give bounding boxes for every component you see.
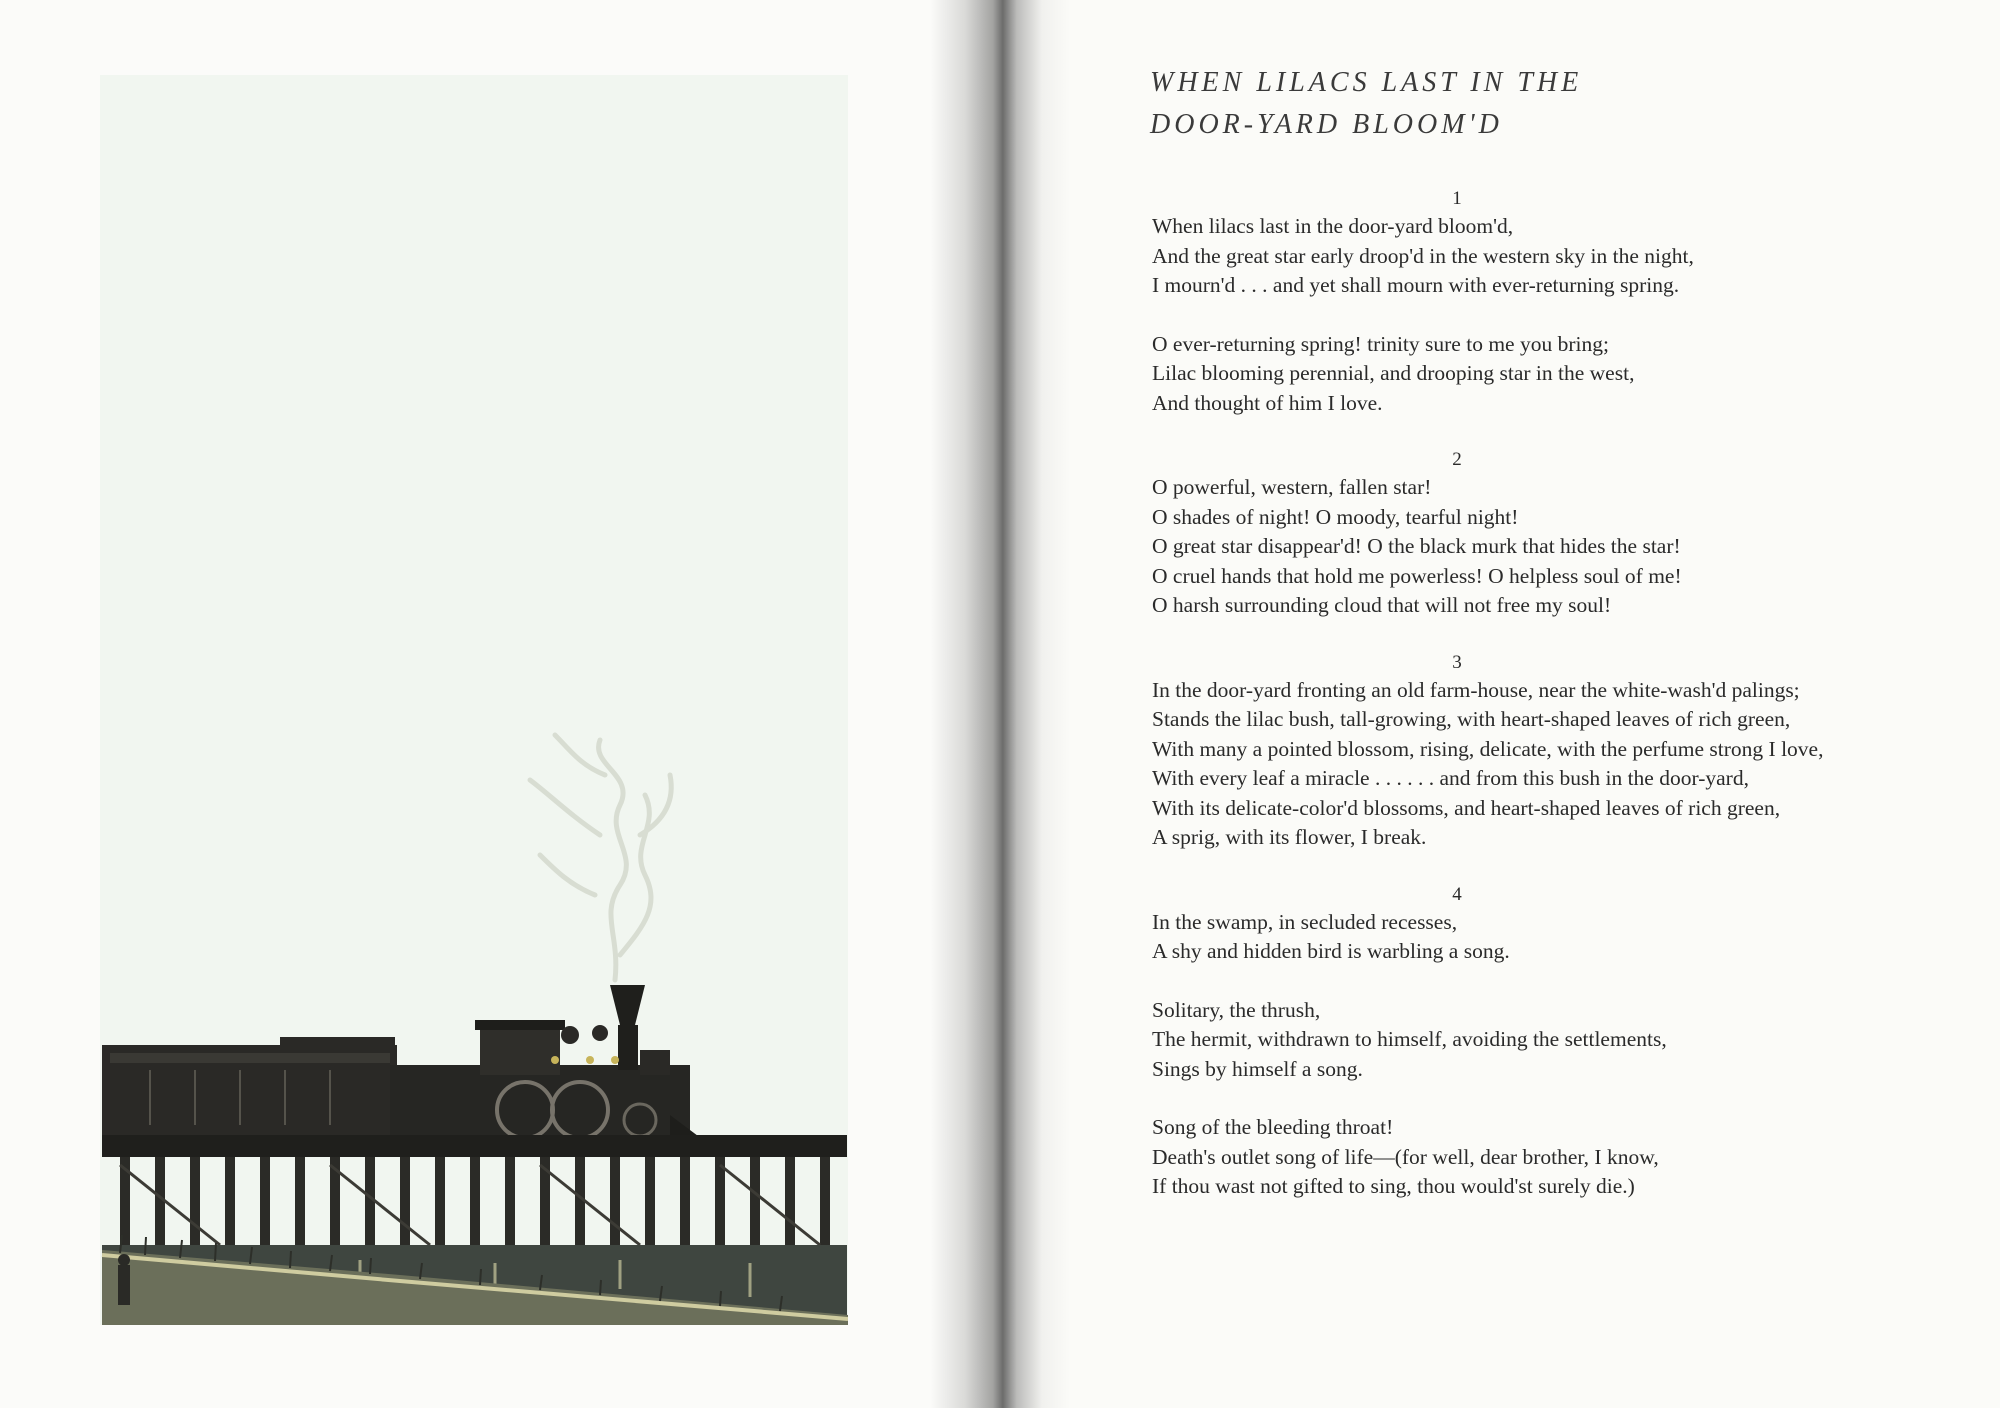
right-page xyxy=(1070,0,2000,1408)
poem-line: And the great star early droop'd in the western sky in the night, xyxy=(1152,243,1694,268)
poem-line: Solitary, the thrush, xyxy=(1152,997,1321,1022)
stanza xyxy=(1152,908,1972,967)
freight-car xyxy=(102,1037,397,1135)
poem-line: O powerful, western, fallen star! xyxy=(1152,475,1432,499)
poem-line: O shades of night! O moody, tearful night! xyxy=(1152,504,1519,529)
poem-line: Song of the bleeding throat! xyxy=(1152,1115,1394,1139)
poem-line: In the door-yard fronting an old farm-house, near the white-wash'd palings; xyxy=(1152,677,1800,702)
poem-line: If thou wast not gifted to sing, thou would'st surely die.) xyxy=(1152,1174,1635,1198)
poem-line: Lilac blooming perennial, and drooping star in the west, xyxy=(1152,361,1635,385)
stanza xyxy=(1152,473,1972,621)
section-number: 1 xyxy=(1452,188,1462,209)
section-number: 3 xyxy=(1452,651,1462,673)
poem-title-line: WHEN LILACS LAST IN THE xyxy=(1150,67,1583,98)
stanza xyxy=(1152,330,1972,419)
poem-line: With its delicate-color'd blossoms, and heart-shaped leaves of rich green, xyxy=(1152,795,1781,820)
left-page xyxy=(0,0,955,1408)
poem-line: The hermit, withdrawn to himself, avoiding the settlements, xyxy=(1152,1027,1667,1051)
poem-line: And thought of him I love. xyxy=(1152,390,1383,415)
stanza xyxy=(1152,676,1972,853)
poem-line: Stands the lilac bush, tall-growing, with heart-shaped leaves of rich green, xyxy=(1152,707,1791,731)
stanza xyxy=(1152,1113,1972,1202)
poem-title xyxy=(1150,62,1850,146)
section-number: 2 xyxy=(1452,449,1462,470)
poem-line: Death's outlet song of life—(for well, dear brother, I know, xyxy=(1152,1144,1659,1169)
poem-line: A shy and hidden bird is warbling a song. xyxy=(1152,939,1510,963)
trestle-deck xyxy=(102,1135,847,1157)
poem-line: With every leaf a miracle . . . . . . and from this bush in the door-yard, xyxy=(1152,766,1749,790)
poem-line: With many a pointed blossom, rising, delicate, with the perfume strong I love, xyxy=(1152,736,1824,761)
poem-line: When lilacs last in the door-yard bloom'd, xyxy=(1152,214,1514,238)
section-number: 4 xyxy=(1452,883,1462,905)
stanza xyxy=(1152,996,1972,1085)
poem-line: I mourn'd . . . and yet shall mourn with ever-returning spring. xyxy=(1152,273,1680,297)
figure-on-shore xyxy=(118,1254,130,1305)
poem-line: O ever-returning spring! trinity sure to me you bring; xyxy=(1152,331,1609,356)
poem-body xyxy=(1152,186,1972,1231)
poem-line: O harsh surrounding cloud that will not free my soul! xyxy=(1152,593,1612,617)
stanza xyxy=(1152,212,1972,301)
poem-title-line: DOOR-YARD BLOOM'D xyxy=(1150,109,1503,140)
poem-line: Sings by himself a song. xyxy=(1152,1056,1363,1081)
train-illustration xyxy=(100,75,848,1325)
poem-line: O great star disappear'd! O the black murk that hides the star! xyxy=(1152,534,1681,558)
poem-line: A sprig, with its flower, I break. xyxy=(1152,825,1427,849)
book-gutter xyxy=(930,0,1070,1408)
poem-line: In the swamp, in secluded recesses, xyxy=(1152,909,1458,934)
poem-line: O cruel hands that hold me powerless! O helpless soul of me! xyxy=(1152,563,1682,588)
